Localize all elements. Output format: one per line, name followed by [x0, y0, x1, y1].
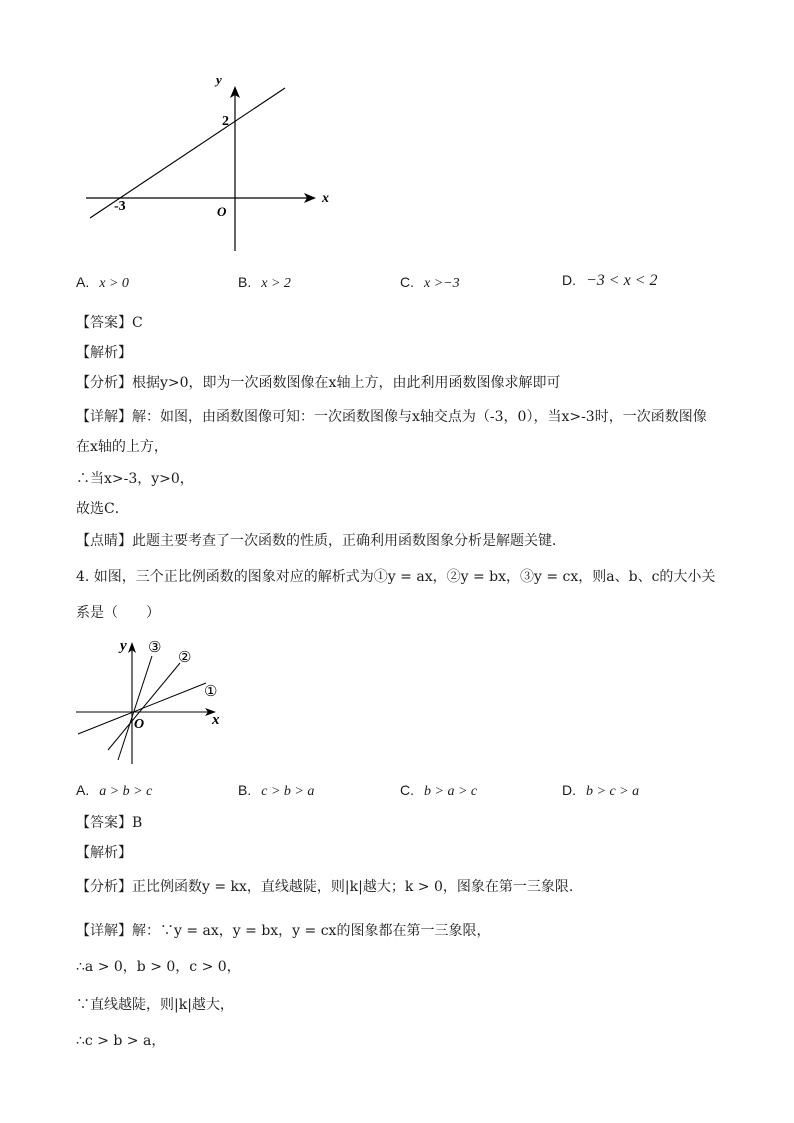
- line-1-label: ①: [204, 684, 218, 700]
- q4-answer: 【答案】B: [76, 815, 143, 831]
- q3-option-c: C. x >−3: [400, 274, 460, 291]
- q4-analysis-heading: 【解析】: [76, 845, 132, 861]
- q3-detail-line-3: ∴当x>-3，y>0，: [76, 471, 194, 487]
- proportional-functions-graph: [72, 632, 242, 772]
- q3-comment: 【点睛】此题主要考查了一次函数的性质，正确利用函数图象分析是解题关键．: [76, 533, 566, 549]
- q4-detail-line-1: 【详解】解：∵y = ax，y = bx，y = cx的图象都在第一三象限，: [76, 923, 491, 939]
- q3-analysis: 【分析】根据y>0，即为一次函数图像在x轴上方，由此利用函数图像求解即可: [76, 375, 561, 391]
- y-axis-label: y: [216, 72, 222, 87]
- q3-detail-line-4: 故选C．: [76, 501, 129, 517]
- q3-option-d: D. −3 < x < 2: [562, 272, 658, 289]
- origin-label: O: [134, 717, 145, 732]
- q4-option-c: C. b > a > c: [400, 782, 478, 799]
- x-intercept-label: -3: [114, 199, 126, 214]
- q4-option-d: D. b > c > a: [562, 782, 640, 799]
- q4-detail-line-3: ∵直线越陡，则|k|越大，: [76, 997, 234, 1013]
- q4-stem-line-2: 系是（ ）: [76, 605, 160, 621]
- q3-answer: 【答案】C: [76, 315, 143, 331]
- line-3-label: ③: [148, 640, 162, 656]
- q3-analysis-heading: 【解析】: [76, 345, 132, 361]
- q3-option-a: A. x > 0: [76, 274, 129, 291]
- q4-analysis: 【分析】正比例函数y = kx，直线越陡，则|k|越大；k > 0，图象在第一三象限.: [76, 879, 574, 895]
- x-axis-label: x: [322, 191, 329, 206]
- y-axis-label: y: [120, 638, 127, 654]
- y-intercept-label: 2: [222, 114, 229, 129]
- q4-detail-line-4: ∴c > b > a，: [76, 1033, 166, 1049]
- q4-option-b: B. c > b > a: [238, 782, 315, 799]
- line-2-label: ②: [178, 650, 192, 666]
- x-axis-label: x: [212, 712, 220, 728]
- q4-detail-line-2: ∴a > 0，b > 0，c > 0，: [76, 959, 241, 975]
- q4-option-a: A. a > b > c: [76, 782, 153, 799]
- q4-stem-line-1: 4. 如图，三个正比例函数的图象对应的解析式为①y = ax，②y = bx，③y = cx，则a、b、c的大小关: [76, 569, 716, 585]
- q3-detail-line-1: 【详解】解：如图，由函数图像可知：一次函数图像与x轴交点为（-3，0），当x>-3时，一次函数图像: [76, 409, 707, 425]
- origin-label: O: [217, 204, 227, 219]
- linear-function-graph: [80, 66, 350, 262]
- q3-option-b: B. x > 2: [238, 274, 291, 291]
- line-3: [118, 656, 152, 760]
- q3-detail-line-2: 在x轴的上方，: [76, 439, 168, 455]
- line-2: [108, 663, 180, 750]
